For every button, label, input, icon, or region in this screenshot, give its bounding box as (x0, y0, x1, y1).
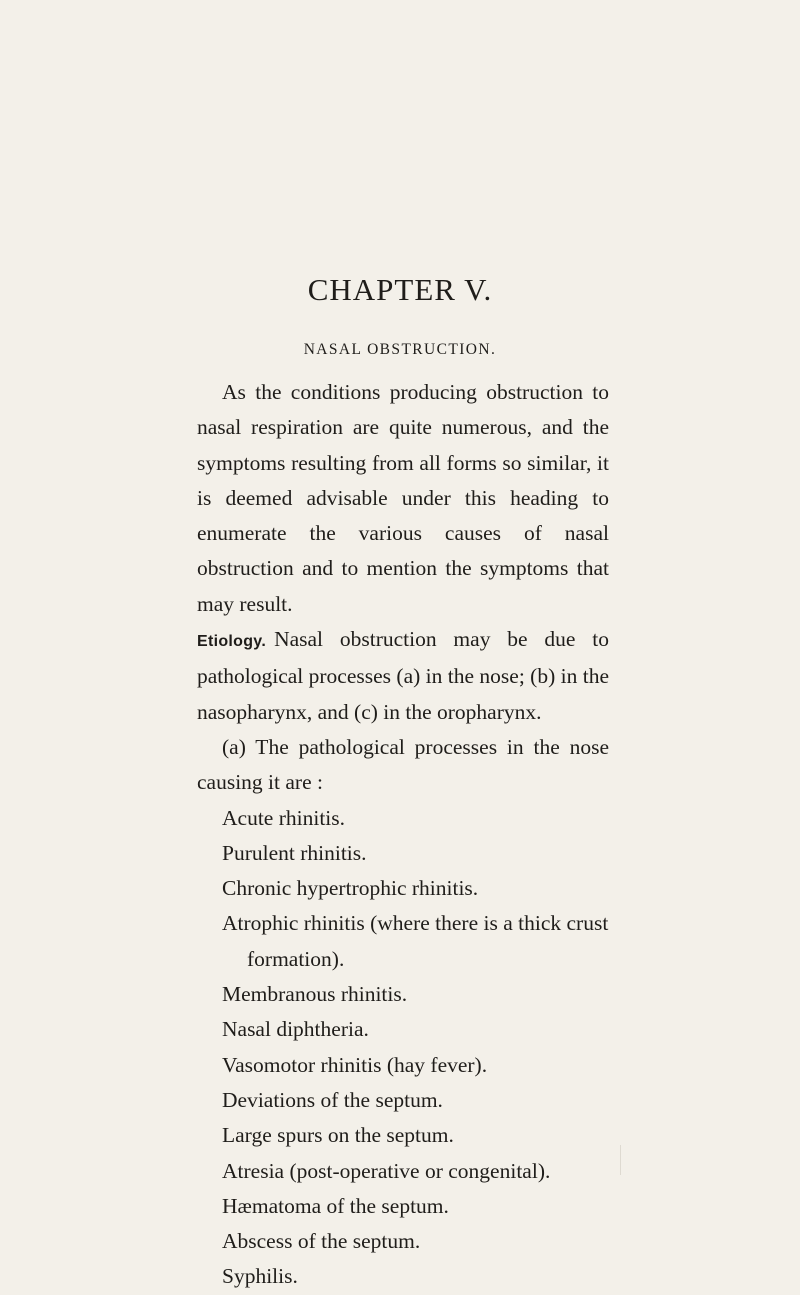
list-item: Atrophic rhinitis (where there is a thick crust formation). (222, 911, 609, 971)
list-item: Large spurs on the septum. (222, 1123, 454, 1148)
list-item: Abscess of the septum. (222, 1229, 421, 1254)
list-item: Atresia (post-operative or congenital). (222, 1158, 551, 1183)
paper-scuff-mark (620, 1145, 621, 1175)
list-item: Purulent rhinitis. (222, 840, 367, 865)
subsection-intro: (a) The pathological processes in the nose causing it are : (197, 734, 609, 795)
etiology-text: Nasal obstruction may be due to pathological processes (a) in the nose; (b) in the nasopharynx, and (c) in the oropharynx. (197, 627, 609, 724)
list-item: Nasal diphtheria. (222, 1017, 369, 1042)
list-item: Chronic hypertrophic rhinitis. (222, 876, 479, 901)
intro-paragraph: As the conditions producing obstruction to nasal respiration are quite numerous, and the symptoms resulting from all forms so similar, it is deemed advisable under this heading to enumerate the various causes of nasal obstruction and to mention the symptoms that may result. (197, 380, 609, 616)
list-item: Vasomotor rhinitis (hay fever). (222, 1052, 488, 1077)
etiology-paragraph (197, 622, 609, 730)
list-item: Hæmatoma of the septum. (222, 1193, 449, 1218)
causes-list (197, 801, 609, 1295)
section-heading: NASAL OBSTRUCTION. (303, 341, 497, 358)
list-item: Deviations of the septum. (222, 1087, 443, 1112)
body-text (197, 375, 609, 1295)
list-item: Syphilis. (222, 1264, 298, 1289)
list-item: Membranous rhinitis. (222, 982, 408, 1007)
etiology-run-in-head: Etiology. (197, 633, 267, 651)
list-item: Acute rhinitis. (222, 805, 346, 830)
chapter-heading: CHAPTER V. (307, 272, 493, 307)
